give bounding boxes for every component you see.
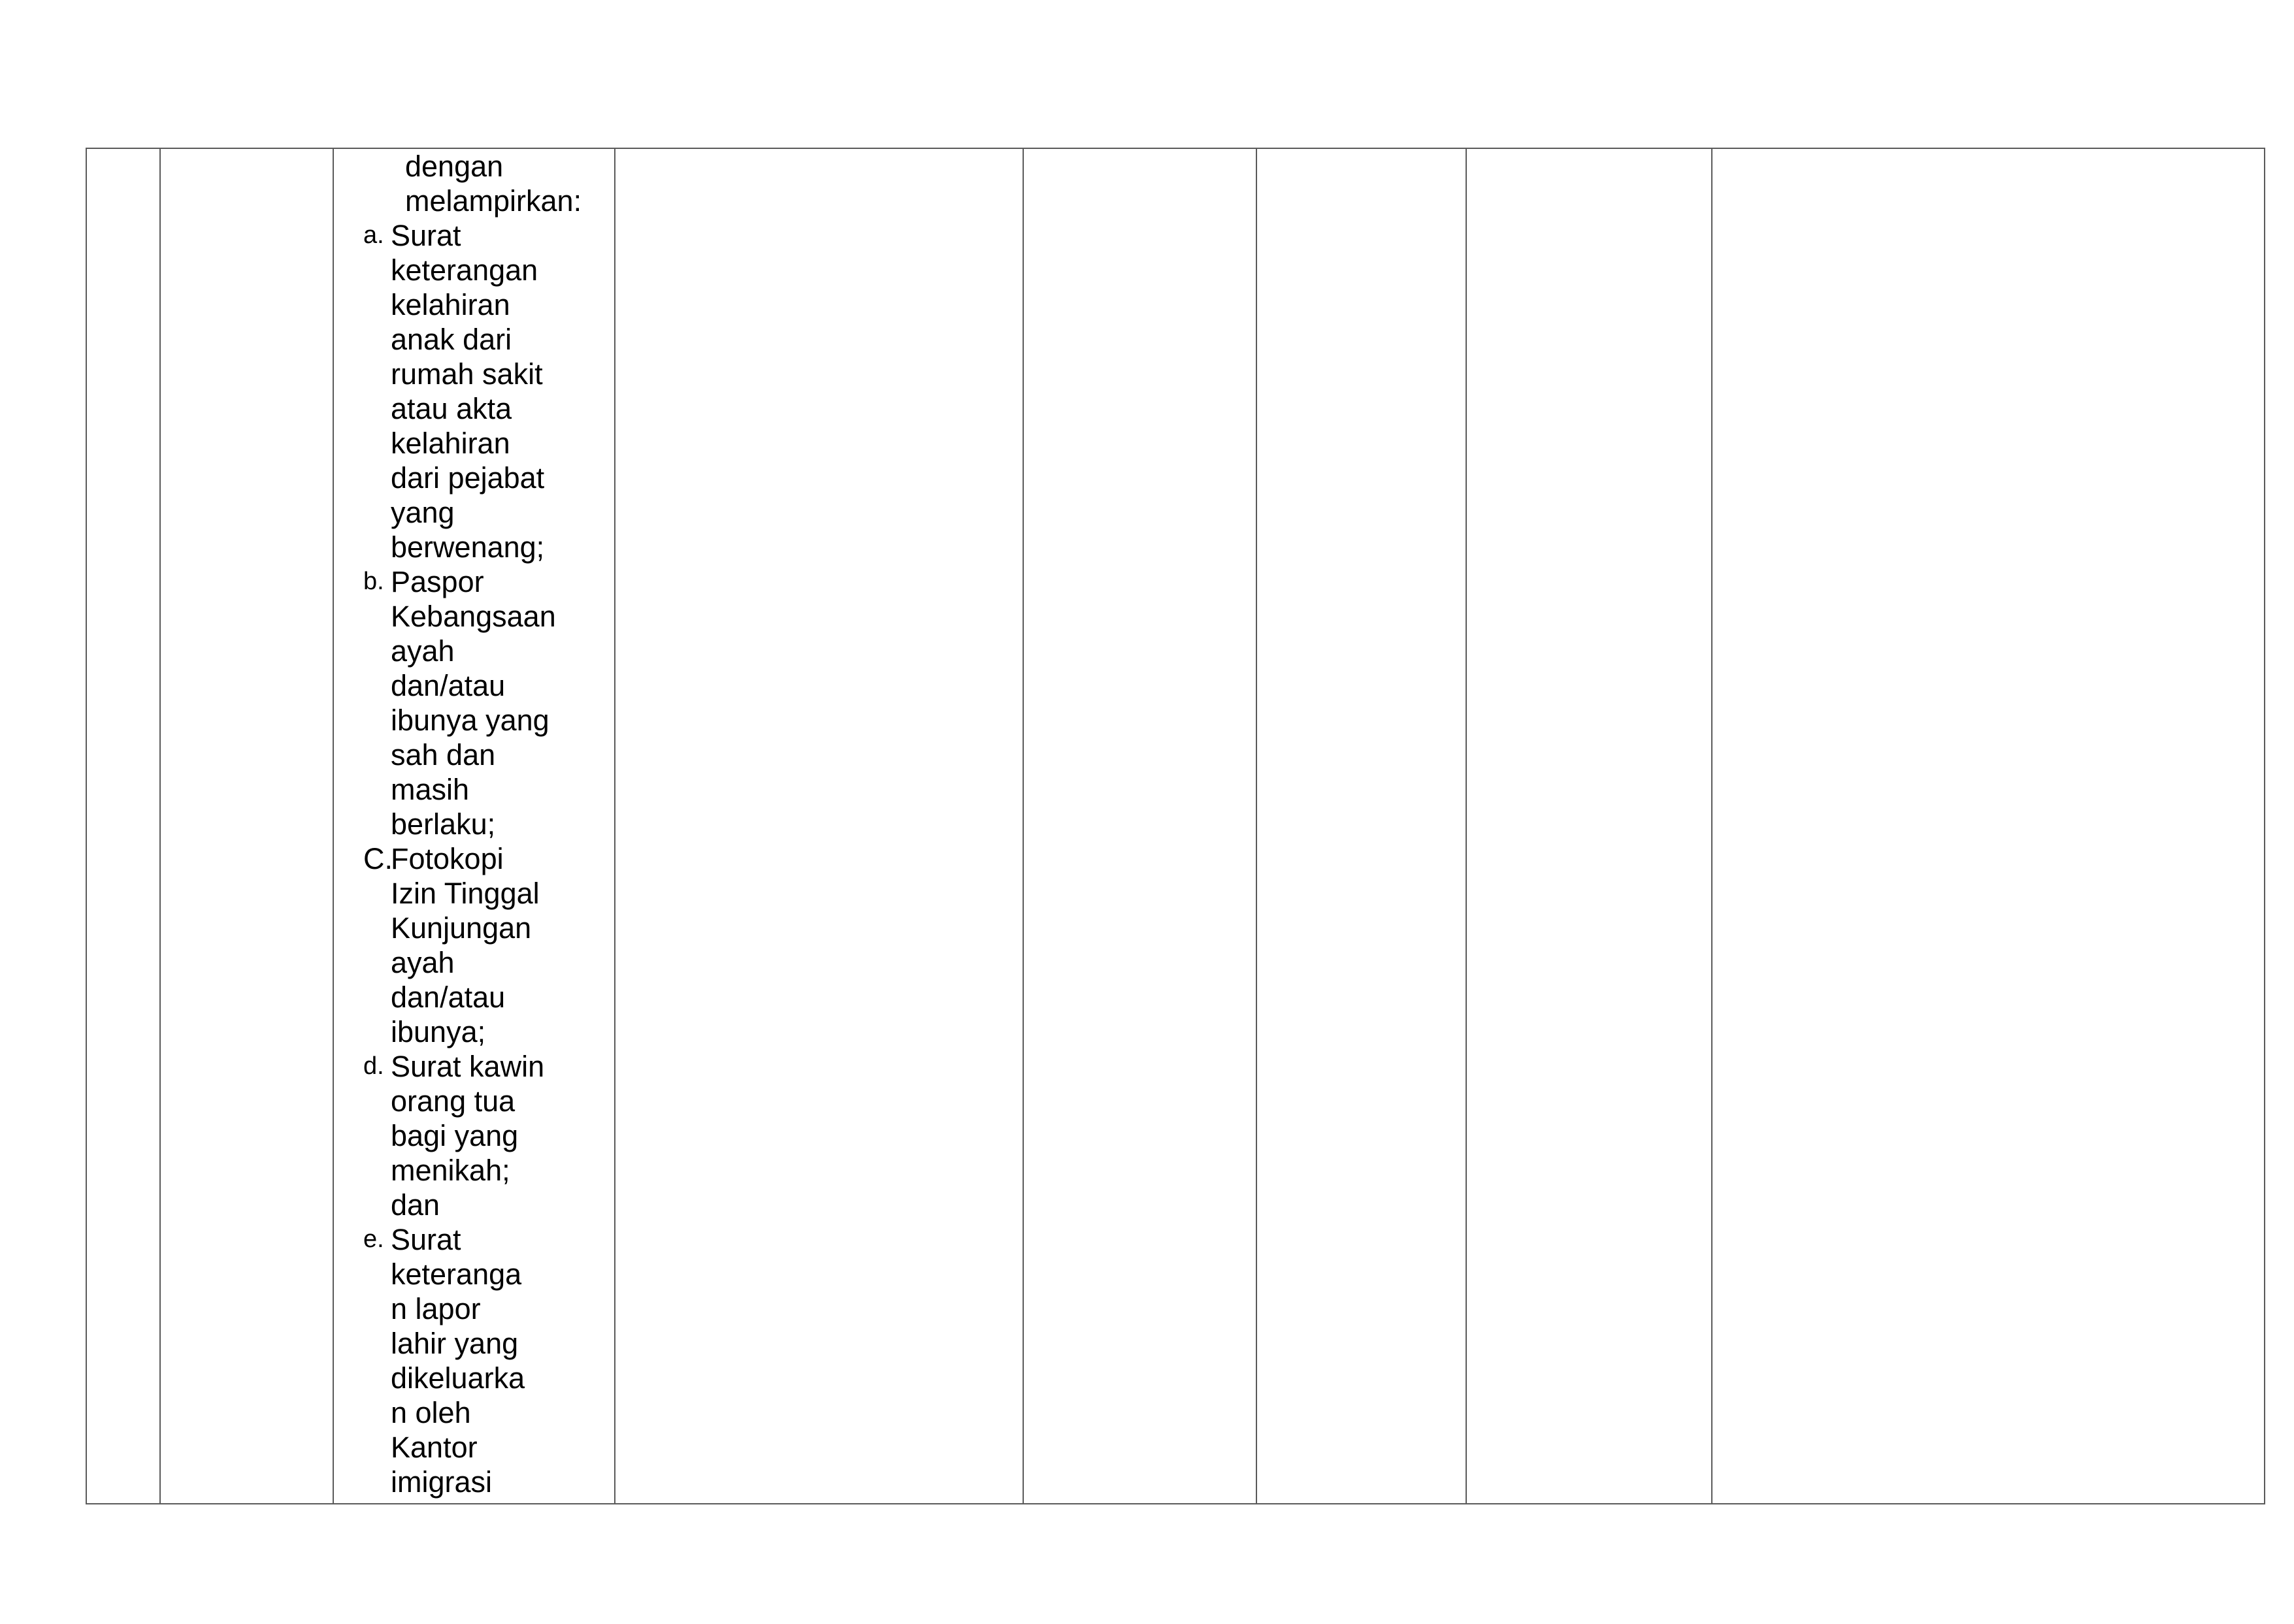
text-line: ayah bbox=[391, 946, 455, 979]
text-line: keterangan bbox=[391, 253, 538, 287]
text-line: bagi yang bbox=[391, 1119, 519, 1152]
table-cell-empty-4 bbox=[615, 148, 1023, 1504]
text-line: dan/atau bbox=[391, 981, 506, 1014]
text-line: lahir yang bbox=[391, 1327, 519, 1360]
text-line: berwenang; bbox=[391, 530, 545, 564]
table-cell-empty-8 bbox=[1712, 148, 2265, 1504]
table-cell-empty-5 bbox=[1023, 148, 1256, 1504]
text-line: menikah; bbox=[391, 1154, 510, 1187]
intro-line: melampirkan: bbox=[405, 184, 582, 218]
table-row bbox=[86, 148, 2265, 1504]
text-line: Paspor bbox=[391, 565, 484, 598]
list-item-text bbox=[391, 841, 612, 1049]
table-cell-requirements bbox=[333, 148, 615, 1504]
text-line: Surat kawin bbox=[391, 1050, 545, 1083]
text-line: ibunya; bbox=[391, 1015, 486, 1048]
list-item bbox=[363, 1049, 612, 1222]
list-item bbox=[363, 1222, 612, 1499]
text-line: dari pejabat bbox=[391, 461, 545, 495]
text-line: orang tua bbox=[391, 1084, 516, 1118]
text-line: dan/atau bbox=[391, 669, 506, 702]
text-line: Kunjungan bbox=[391, 911, 532, 945]
text-line: dan bbox=[391, 1188, 440, 1222]
list-item bbox=[363, 841, 612, 1049]
list-item bbox=[363, 564, 612, 841]
text-line: keteranga bbox=[391, 1258, 522, 1291]
text-line: Fotokopi bbox=[391, 842, 504, 875]
list-marker: C. bbox=[363, 842, 393, 875]
text-line: Surat bbox=[391, 219, 461, 252]
table-cell-service bbox=[160, 148, 333, 1504]
text-line: berlaku; bbox=[391, 807, 496, 841]
text-line: imigrasi bbox=[391, 1465, 493, 1499]
table-cell-empty-6 bbox=[1256, 148, 1466, 1504]
list-marker: e. bbox=[363, 1226, 384, 1253]
text-line: ibunya yang bbox=[391, 704, 549, 737]
list-marker: b. bbox=[363, 568, 384, 595]
text-line: Kebangsaan bbox=[391, 600, 556, 633]
text-line: atau akta bbox=[391, 392, 512, 425]
text-line: dikeluarka bbox=[391, 1361, 525, 1395]
table-cell-number bbox=[86, 148, 160, 1504]
text-line: rumah sakit bbox=[391, 357, 543, 391]
text-line: masih bbox=[391, 773, 470, 806]
text-line: ayah bbox=[391, 634, 455, 668]
text-line: sah dan bbox=[391, 738, 496, 771]
text-line: yang bbox=[391, 496, 455, 529]
requirements-content bbox=[334, 149, 614, 1503]
requirements-intro bbox=[363, 149, 612, 218]
list-item bbox=[363, 218, 612, 564]
text-line: anak dari bbox=[391, 323, 512, 356]
text-line: n oleh bbox=[391, 1396, 471, 1429]
requirements-list bbox=[363, 149, 612, 1499]
list-item-text bbox=[391, 564, 612, 841]
table-cell-empty-7 bbox=[1466, 148, 1712, 1504]
text-line: Surat bbox=[391, 1223, 461, 1256]
intro-line: dengan bbox=[405, 150, 504, 183]
text-line: kelahiran bbox=[391, 288, 510, 321]
list-item-text bbox=[391, 218, 612, 564]
list-marker: d. bbox=[363, 1052, 384, 1080]
text-line: n lapor bbox=[391, 1292, 481, 1325]
text-line: Izin Tinggal bbox=[391, 877, 540, 910]
list-marker: a. bbox=[363, 221, 384, 249]
requirements-table bbox=[86, 148, 2265, 1504]
list-item-text bbox=[391, 1222, 612, 1499]
text-line: kelahiran bbox=[391, 427, 510, 460]
list-item-text bbox=[391, 1049, 612, 1222]
text-line: Kantor bbox=[391, 1431, 478, 1464]
